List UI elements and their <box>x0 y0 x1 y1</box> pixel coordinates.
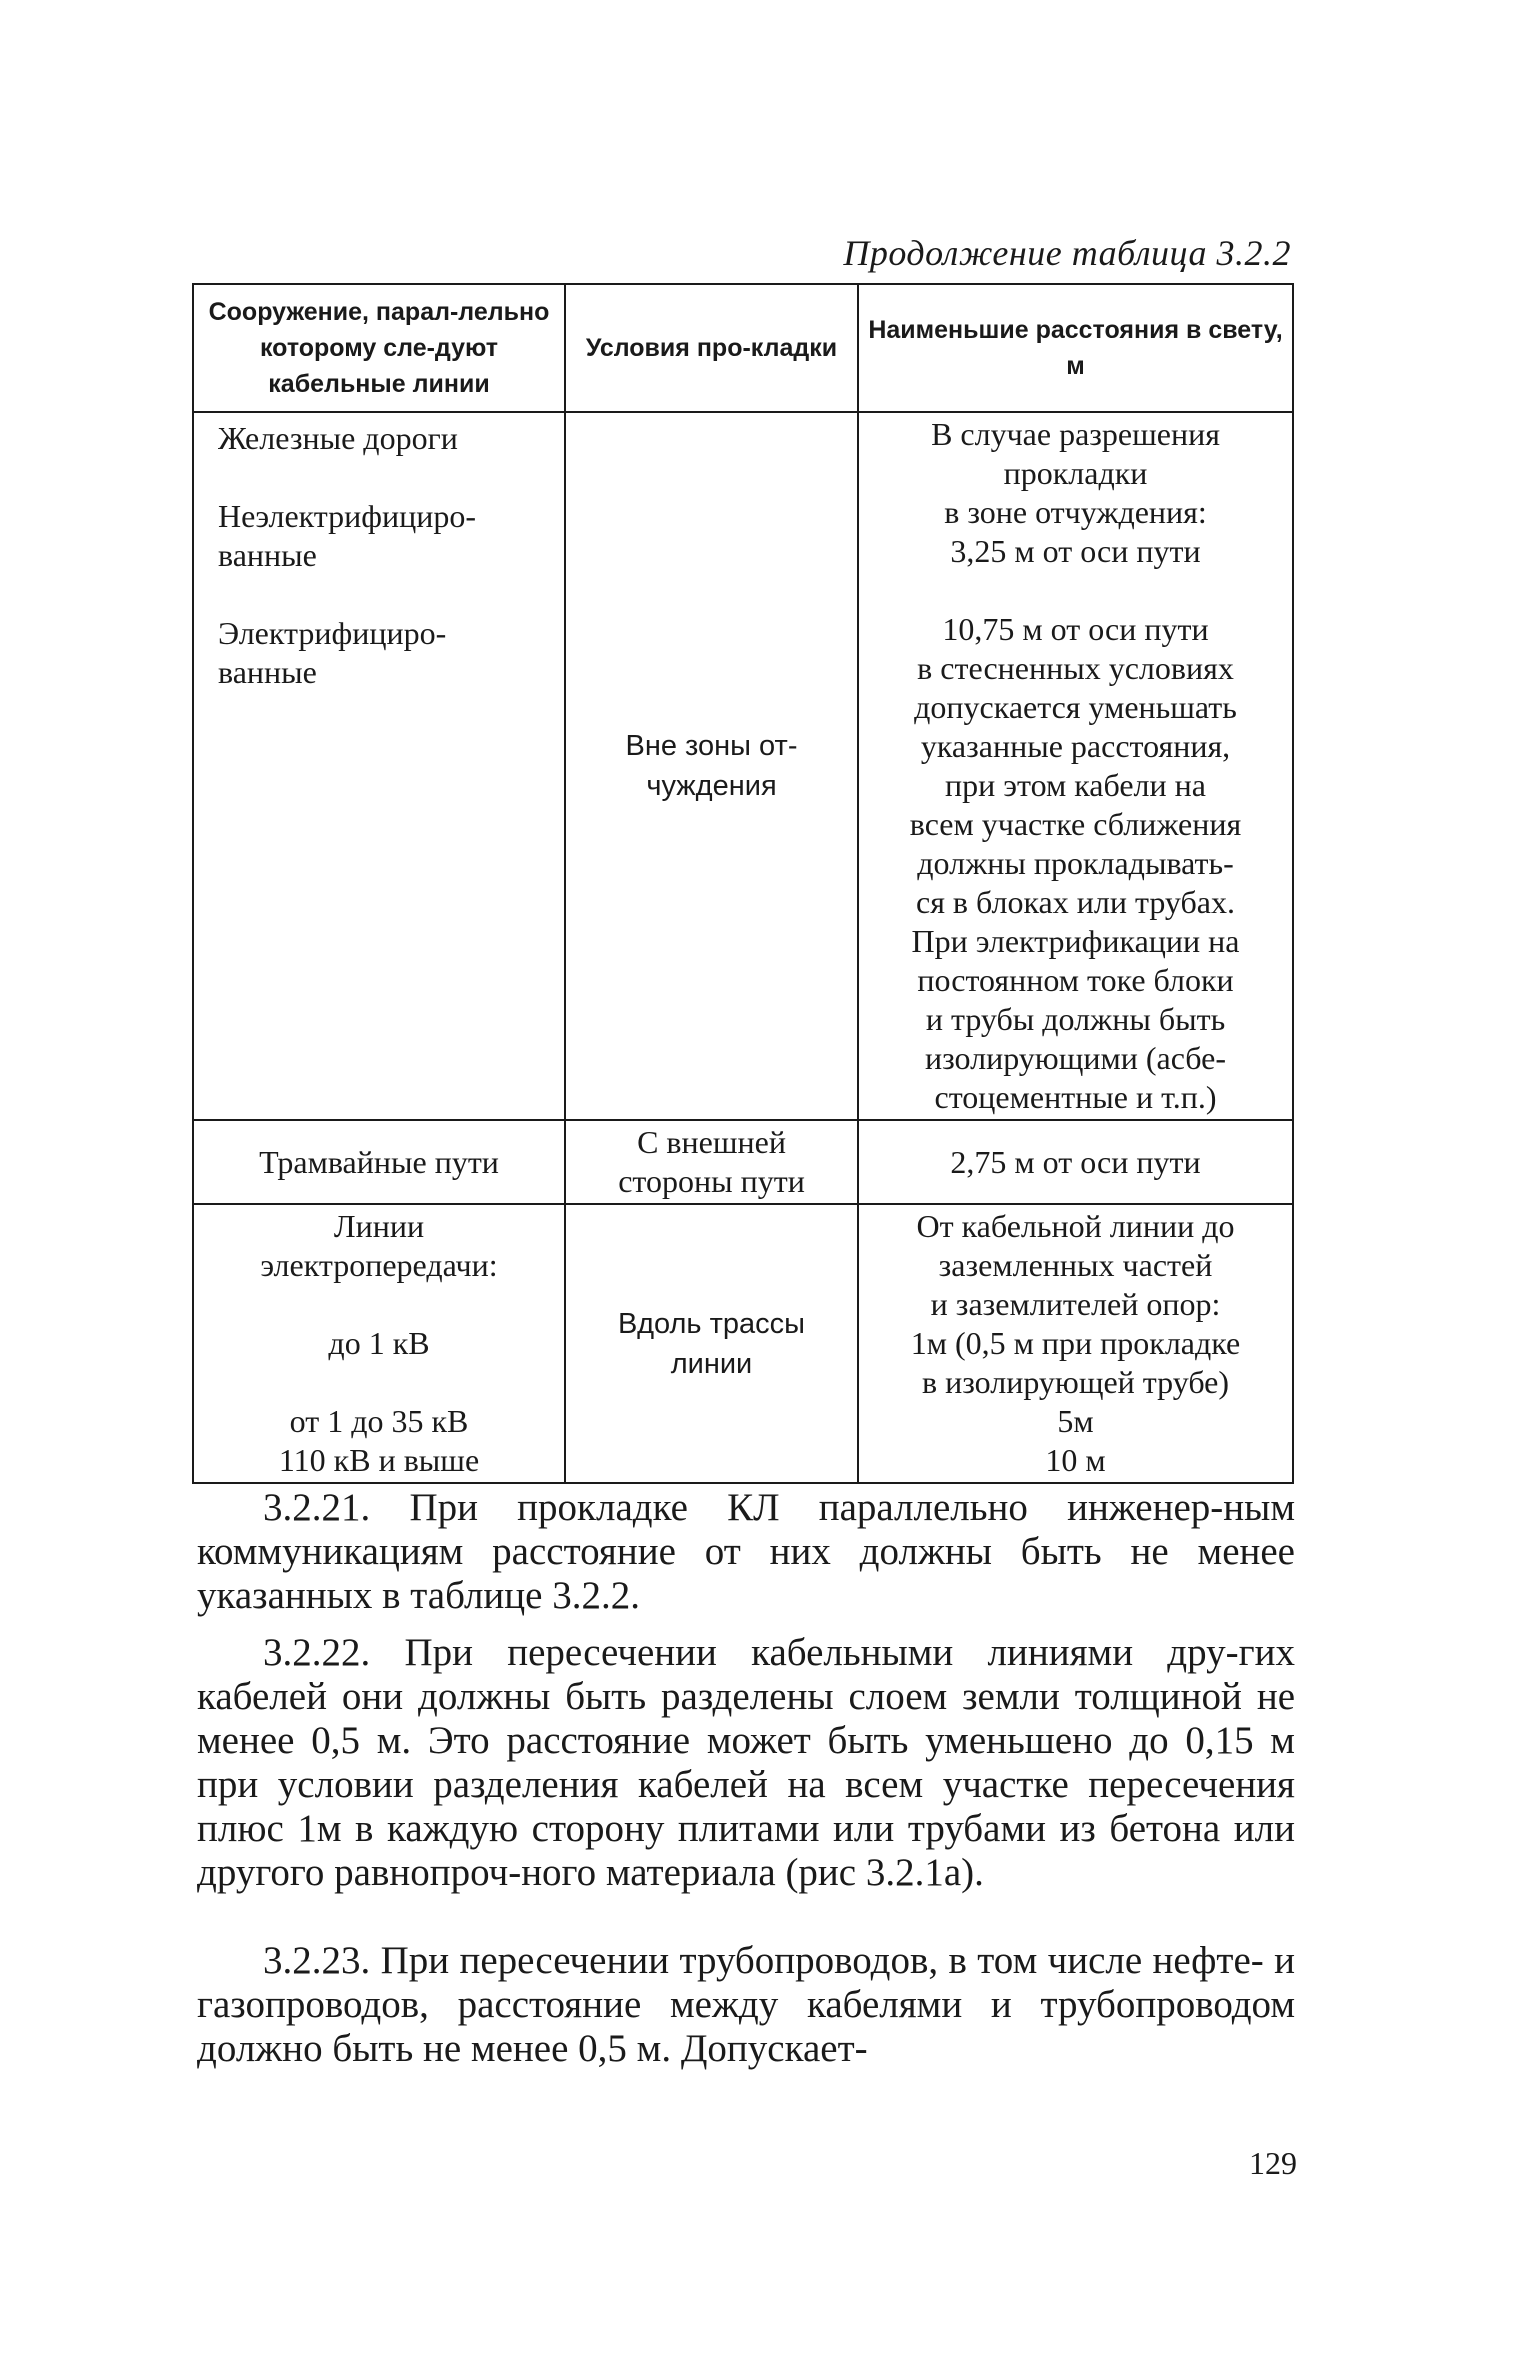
table-row <box>193 1120 1293 1204</box>
line: Вне зоны от- <box>625 730 798 762</box>
row2-conditions <box>565 1120 858 1204</box>
paragraph-3-2-22 <box>197 1631 1295 1895</box>
line: 3,25 м от оси пути <box>950 533 1201 569</box>
line: ванные <box>218 654 317 690</box>
line: в зоне отчуждения: <box>944 494 1207 530</box>
line: постоянном токе блоки <box>917 962 1234 998</box>
paragraph-text: 3.2.23. При пересечении трубопроводов, в том числе нефте- и газопроводов, расстояние между кабелями и трубопроводом должно быть не менее 0,5 м. Допускает- <box>197 1939 1295 2070</box>
line: всем участке сближения <box>909 806 1242 842</box>
line: Неэлектрифициро- <box>218 498 477 534</box>
header-conditions: Условия про-кладки <box>565 284 858 412</box>
line: 5м <box>1057 1403 1094 1439</box>
row2-structure <box>193 1120 565 1204</box>
line: С внешней <box>637 1124 786 1160</box>
header-distances: Наименьшие расстояния в свету, м <box>858 284 1293 412</box>
line: при этом кабели на <box>945 767 1206 803</box>
line <box>200 1285 558 1324</box>
line: Железные дороги <box>218 420 458 456</box>
row1-distances <box>858 412 1293 1120</box>
paragraph-3-2-21 <box>197 1486 1295 1618</box>
line: Линии <box>333 1208 425 1244</box>
line: Электрифициро- <box>218 615 447 651</box>
line <box>200 1363 558 1402</box>
line: заземленных частей <box>938 1247 1213 1283</box>
line: до 1 кВ <box>328 1325 430 1361</box>
table-header-row <box>193 284 1293 412</box>
line: 10 м <box>1045 1442 1106 1478</box>
line: От кабельной линии до <box>916 1208 1235 1244</box>
row2-distances <box>858 1120 1293 1204</box>
paragraph-text: 3.2.21. При прокладке КЛ параллельно инженер-ным коммуникациям расстояние от них должны быть не менее указанных в таблице 3.2.2. <box>197 1486 1295 1617</box>
line: в стесненных условиях <box>917 650 1234 686</box>
line: и заземлителей опор: <box>930 1286 1221 1322</box>
table-row <box>193 1204 1293 1483</box>
paragraph-3-2-23 <box>197 1939 1295 2071</box>
line: 1м (0,5 м при прокладке <box>910 1325 1241 1361</box>
line: 10,75 м от оси пути <box>942 611 1209 647</box>
row3-conditions <box>565 1204 858 1483</box>
line: 110 кВ и выше <box>278 1442 480 1478</box>
table-row <box>193 412 1293 1120</box>
line: При электрификации на <box>911 923 1240 959</box>
line: изолирующими (асбе- <box>924 1040 1227 1076</box>
row3-distances <box>858 1204 1293 1483</box>
line: Трамвайные пути <box>259 1143 499 1180</box>
line: ванные <box>218 537 317 573</box>
line: 2,75 м от оси пути <box>950 1143 1201 1180</box>
line: должны прокладывать- <box>917 845 1234 881</box>
line: чуждения <box>646 770 777 802</box>
page-number: 129 <box>1249 2145 1297 2181</box>
line: прокладки <box>1003 455 1148 491</box>
line: в изолирующей трубе) <box>921 1364 1230 1400</box>
distances-table <box>192 283 1294 1484</box>
row3-structure <box>193 1204 565 1483</box>
line: и трубы должны быть <box>925 1001 1226 1037</box>
line <box>218 458 552 497</box>
line: линии <box>670 1347 753 1380</box>
row1-conditions <box>565 412 858 1120</box>
paragraph-text: 3.2.22. При пересечении кабельными линиями дру-гих кабелей они должны быть разделены слоем земли толщиной не менее 0,5 м. Это расстояние может быть уменьшено до 0,15 м при условии разделения кабелей на всем участке пересечения плюс 1м в каждую сторону плитами или трубами из бетона или другого равнопроч-ного материала (рис 3.2.1а). <box>197 1631 1295 1894</box>
row1-structure <box>193 412 565 1120</box>
line: допускается уменьшать <box>914 689 1237 725</box>
table-caption: Продолжение таблица 3.2.2 <box>843 233 1291 273</box>
line: ся в блоках или трубах. <box>916 884 1235 920</box>
line: стоцементные и т.п.) <box>934 1079 1217 1115</box>
line: указанные расстояния, <box>920 728 1231 764</box>
line: Вдоль трассы <box>618 1307 805 1340</box>
line: электропередачи: <box>260 1247 498 1283</box>
line: стороны пути <box>618 1163 805 1199</box>
line: от 1 до 35 кВ <box>289 1403 469 1439</box>
line <box>218 575 552 614</box>
header-structure: Сооружение, парал-лельно которому сле-дуют кабельные линии <box>193 284 565 412</box>
line: В случае разрешения <box>931 416 1220 452</box>
line <box>865 571 1286 610</box>
